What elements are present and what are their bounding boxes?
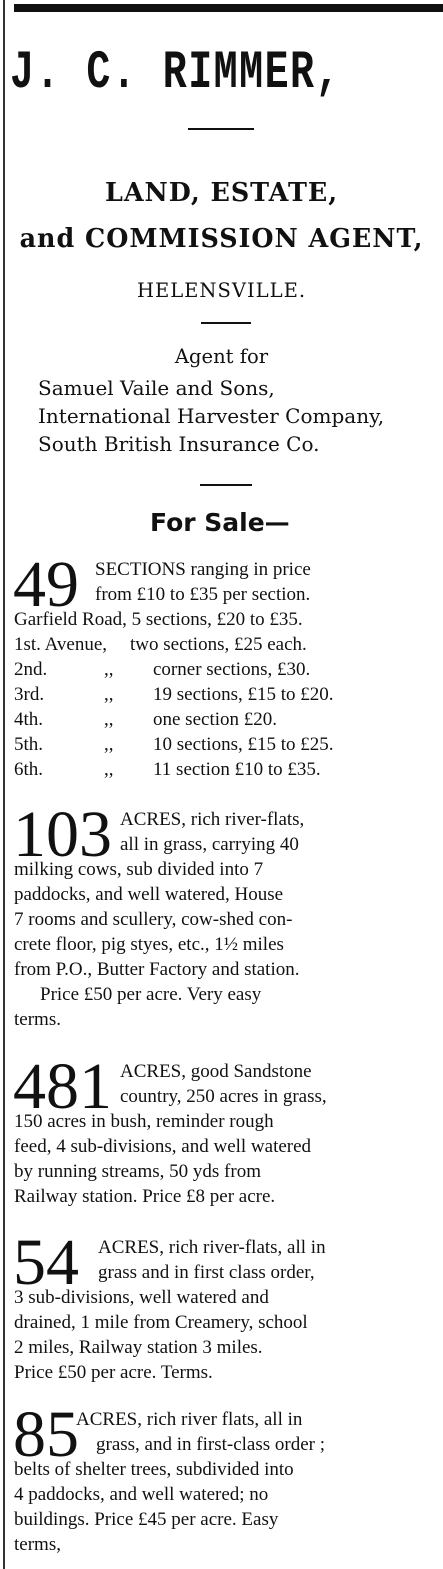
listing-text-line: from P.O., Butter Factory and station. — [14, 959, 300, 980]
divider-rule — [188, 128, 254, 130]
listing-text-line: Garfield Road, 5 sections, £20 to £35. — [14, 609, 303, 630]
ditto-mark: ,, — [104, 709, 114, 730]
avenue-name: 5th. — [14, 734, 44, 755]
listing-number: 481 — [13, 1050, 112, 1123]
avenue-detail: one section £20. — [153, 709, 278, 730]
for-sale-heading: For Sale— — [150, 508, 290, 537]
divider-rule — [200, 484, 252, 486]
avenue-name: 4th. — [14, 709, 44, 730]
listing-text-line: 3 sub-divisions, well watered and — [14, 1287, 269, 1308]
listing-number: 49 — [13, 548, 79, 621]
ditto-mark: ,, — [104, 684, 114, 705]
ditto-mark: ,, — [104, 659, 114, 680]
avenue-name: 6th. — [14, 759, 44, 780]
listing-text-line: by running streams, 50 yds from — [14, 1161, 261, 1182]
avenue-detail: 11 section £10 to £35. — [153, 759, 321, 780]
listing-text-line: feed, 4 sub-divisions, and well watered — [14, 1136, 312, 1157]
listing-number: 103 — [13, 798, 112, 871]
town-name: HELENSVILLE. — [136, 278, 307, 302]
listing-text-line: Price £50 per acre. Very easy — [40, 984, 262, 1005]
avenue-detail: 10 sections, £15 to £25. — [153, 734, 334, 755]
listing-text-line: 2 miles, Railway station 3 miles. — [14, 1337, 263, 1358]
title-line-1: LAND, ESTATE, — [104, 178, 339, 208]
agent-for-label: Agent for — [174, 344, 269, 368]
listing-text-line: grass, and in first-class order ; — [96, 1434, 325, 1455]
avenue-detail: 19 sections, £15 to £20. — [153, 684, 334, 705]
listing-text-line: country, 250 acres in grass, — [120, 1086, 327, 1107]
listing-text-line: drained, 1 mile from Creamery, school — [14, 1312, 308, 1333]
listing-text-line: 4 paddocks, and well watered; no — [14, 1484, 269, 1505]
listing-text-line: ACRES, rich river-flats, all in — [98, 1237, 326, 1258]
listing-text-line: milking cows, sub divided into 7 — [14, 859, 264, 880]
agency-line: South British Insurance Co. — [38, 432, 320, 456]
listing-text-line: SECTIONS ranging in price — [95, 559, 311, 580]
agency-line: Samuel Vaile and Sons, — [38, 376, 275, 400]
listing-text-line: ACRES, rich river-flats, — [120, 809, 305, 830]
avenue-detail: two sections, £25 each. — [130, 634, 307, 655]
listing-text-line: paddocks, and well watered, House — [14, 884, 284, 905]
top-heavy-rule — [14, 4, 443, 12]
listing-text-line: terms, — [14, 1534, 61, 1555]
listing-text-line: all in grass, carrying 40 — [120, 834, 299, 855]
listing-text-line: 150 acres in bush, reminder rough — [14, 1111, 274, 1132]
agent-name: J. C. RIMMER, — [10, 43, 341, 104]
ditto-mark: ,, — [104, 734, 114, 755]
listing-text-line: ACRES, rich river flats, all in — [76, 1409, 303, 1430]
listing-text-line: crete floor, pig styes, etc., 1½ miles — [14, 934, 284, 955]
listing-text-line: buildings. Price £45 per acre. Easy — [14, 1509, 279, 1530]
avenue-name: 2nd. — [14, 659, 48, 680]
title-line-2: and COMMISSION AGENT, — [19, 224, 424, 254]
avenue-name: 3rd. — [14, 684, 45, 705]
agency-line: International Harvester Company, — [38, 404, 385, 428]
listing-text-line: from £10 to £35 per section. — [95, 584, 311, 605]
listing-text-line: ACRES, good Sandstone — [120, 1061, 312, 1082]
listing-text-line: 7 rooms and scullery, cow-shed con- — [14, 909, 293, 930]
listing-text-line: Railway station. Price £8 per acre. — [14, 1186, 276, 1207]
listing-text-line: grass and in first class order, — [98, 1262, 315, 1283]
listing-number: 85 — [13, 1398, 79, 1471]
divider-rule — [201, 322, 251, 324]
listing-text-line: terms. — [14, 1009, 61, 1030]
avenue-name: 1st. Avenue, — [14, 634, 108, 655]
avenue-detail: corner sections, £30. — [153, 659, 311, 680]
listing-number: 54 — [13, 1226, 79, 1299]
ditto-mark: ,, — [104, 759, 114, 780]
listing-text-line: Price £50 per acre. Terms. — [14, 1362, 213, 1383]
listing-text-line: belts of shelter trees, subdivided into — [14, 1459, 294, 1480]
